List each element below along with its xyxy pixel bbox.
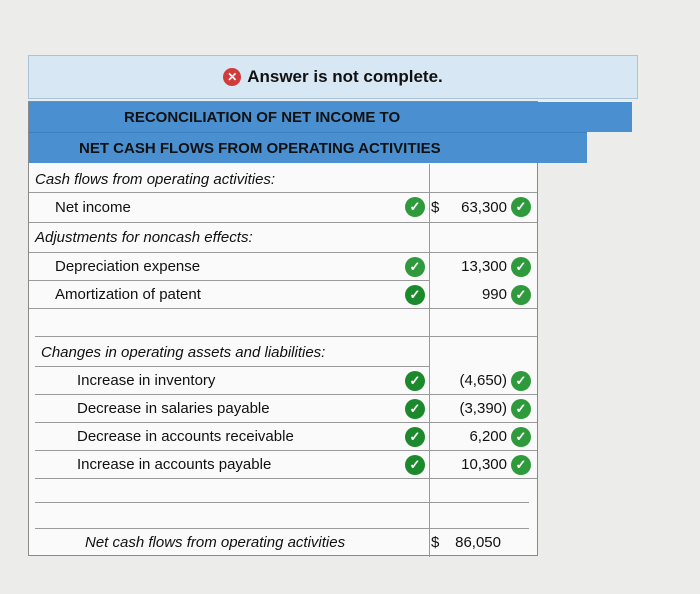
- depreciation-label: Depreciation expense: [55, 258, 201, 275]
- check-circle-icon: ✓: [405, 455, 425, 475]
- table-row: [29, 281, 537, 308]
- section-row: [29, 338, 537, 366]
- section-operating-label: Cash flows from operating activities:: [35, 170, 276, 188]
- check-circle-icon: ✓: [405, 399, 425, 419]
- table-row: [29, 529, 537, 555]
- check-circle-icon: ✓: [511, 285, 531, 305]
- net-income-value[interactable]: 63,300: [461, 198, 507, 216]
- check-circle-icon: ✓: [511, 257, 531, 277]
- amortization-value[interactable]: 990: [481, 286, 507, 303]
- divider: [29, 192, 537, 193]
- check-circle-icon: ✓: [511, 197, 531, 217]
- check-circle-icon: ✓: [405, 427, 425, 447]
- table-title-line2: NET CASH FLOWS FROM OPERATING ACTIVITIES: [29, 132, 587, 163]
- banner-text: Answer is not complete.: [247, 67, 443, 86]
- section-adjustments-label: Adjustments for noncash effects:: [35, 228, 253, 246]
- check-circle-icon: ✓: [511, 455, 531, 475]
- net-cash-label: Net cash flows from operating activities: [85, 533, 346, 551]
- check-circle-icon: ✓: [405, 371, 425, 391]
- check-circle-icon: ✓: [511, 371, 531, 391]
- depreciation-value[interactable]: 13,300: [461, 258, 507, 275]
- inventory-label: Increase in inventory: [77, 372, 216, 389]
- payable-label: Increase in accounts payable: [77, 456, 272, 473]
- net-cash-value[interactable]: 86,050: [455, 533, 501, 551]
- table-row: [29, 423, 537, 450]
- reconciliation-table: [28, 101, 538, 556]
- salaries-label: Decrease in salaries payable: [77, 400, 270, 417]
- divider: [29, 308, 537, 309]
- check-circle-icon: ✓: [405, 257, 425, 277]
- section-row: [29, 166, 537, 192]
- table-row: [29, 367, 537, 394]
- divider: [35, 502, 529, 503]
- amortization-label: Amortization of patent: [55, 286, 201, 303]
- divider: [35, 336, 537, 337]
- net-income-label: Net income: [55, 198, 131, 216]
- check-circle-icon: ✓: [511, 427, 531, 447]
- currency-symbol: $: [431, 533, 440, 551]
- table-row: [29, 395, 537, 422]
- salaries-value[interactable]: (3,390): [459, 400, 507, 417]
- payable-value[interactable]: 10,300: [461, 456, 507, 473]
- check-circle-icon: ✓: [405, 197, 425, 217]
- receivable-label: Decrease in accounts receivable: [77, 428, 294, 445]
- receivable-value[interactable]: 6,200: [469, 428, 507, 445]
- x-circle-icon: ✕: [223, 68, 241, 86]
- section-row: [29, 224, 537, 250]
- inventory-value[interactable]: (4,650): [459, 372, 507, 389]
- currency-symbol: $: [431, 198, 440, 216]
- divider: [29, 222, 537, 223]
- check-circle-icon: ✓: [511, 399, 531, 419]
- check-circle-icon: ✓: [405, 285, 425, 305]
- table-row: [29, 253, 537, 280]
- section-changes-label: Changes in operating assets and liabilities:: [41, 343, 326, 361]
- table-row: [29, 451, 537, 478]
- divider: [35, 478, 537, 479]
- table-title-line1: RECONCILIATION OF NET INCOME TO: [29, 102, 632, 132]
- table-row: [29, 194, 537, 220]
- answer-status-banner: [28, 55, 638, 99]
